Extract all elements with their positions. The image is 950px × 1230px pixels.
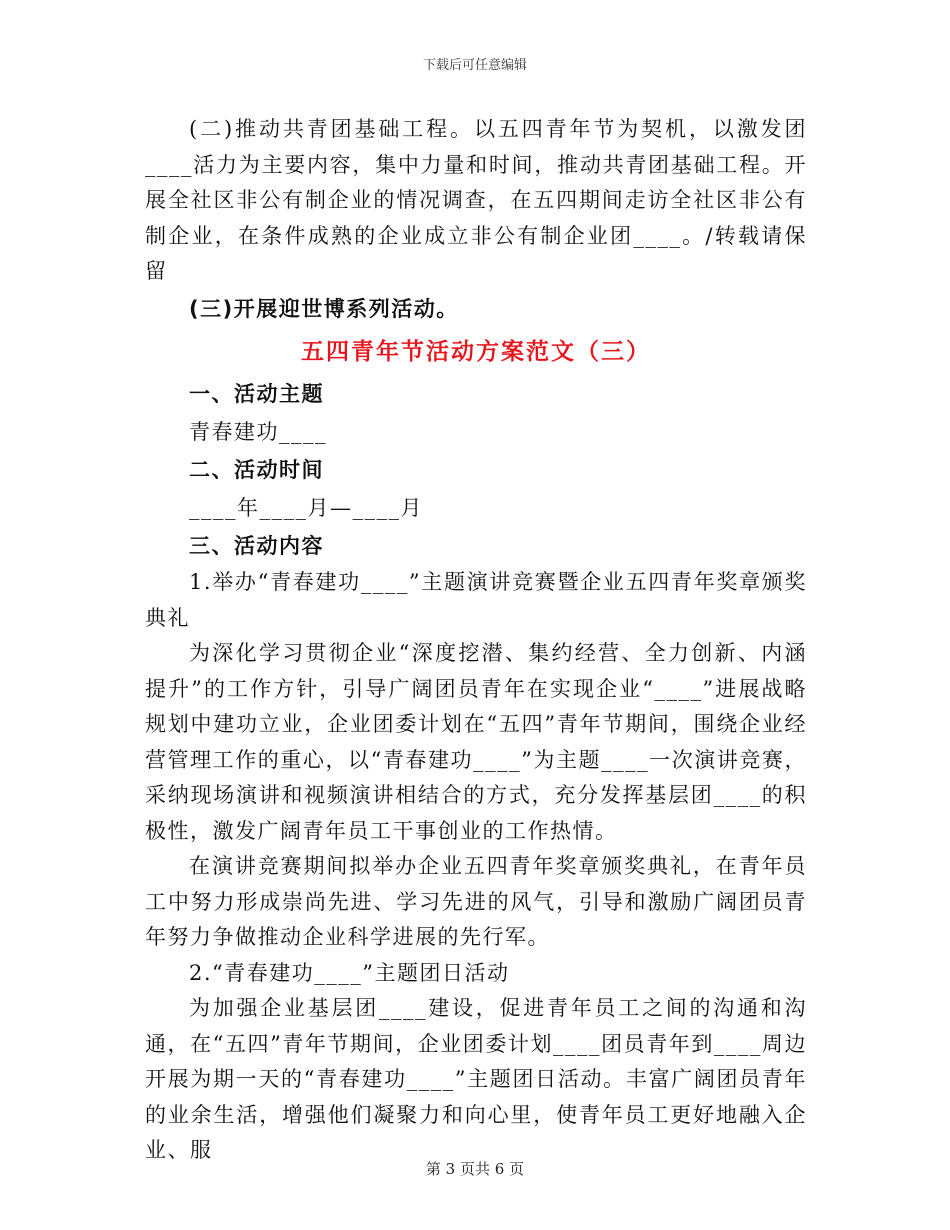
section-title-time: 二、活动时间 [189, 458, 324, 482]
section-text-theme: 青春建功____ [189, 420, 327, 444]
page-number: 第 3 页共 6 页 [425, 1160, 525, 1178]
paragraph-expo-activities: (三)开展迎世博系列活动。 [189, 296, 459, 321]
item-title-speech-contest: 1.举办“青春建功____”主题演讲竞赛暨企业五四青年奖章颁奖典礼 [145, 570, 807, 630]
document-title: 五四青年节活动方案范文（三） [301, 339, 651, 365]
section-title-theme: 一、活动主题 [189, 382, 324, 406]
section-text-time: ____年____月—____月 [189, 496, 423, 520]
paragraph-party-foundation: (二)推动共青团基础工程。以五四青年节为契机，以激发团____活力为主要内容，集中力量和时间，推动共青团基础工程。开展全社区非公有制企业的情况调查，在五四期间走访全社区非公有制企业，在条件成熟的企业成立非公有制企业团____。/转载请保留 [145, 117, 807, 283]
paragraph-league-day: 为加强企业基层团____建设，促进青年员工之间的沟通和沟通，在“五四”青年节期间，企业团委计划____团员青年到____周边开展为期一天的“青春建功____”主题团日活动。丰富广阔团员青年的业余生活，增强他们凝聚力和向心里，使青年员工更好地融入企业、服 [145, 996, 807, 1162]
page-header-note: 下载后可任意编辑 [422, 58, 527, 73]
section-title-content: 三、活动内容 [189, 534, 324, 558]
item-title-league-day: 2.“青春建功____”主题团日活动 [189, 960, 510, 985]
paragraph-award-ceremony: 在演讲竞赛期间拟举办企业五四青年奖章颁奖典礼，在青年员工中努力形成崇尚先进、学习先进的风气，引导和激励广阔团员青年努力争做推动企业科学进展的先行军。 [145, 854, 807, 949]
document-body [145, 112, 807, 1169]
paragraph-speech-contest: 为深化学习贯彻企业“深度挖潜、集约经营、全力创新、内涵提升”的工作方针，引导广阔团员青年在实现企业“____”进展战略规划中建功立业，企业团委计划在“五四”青年节期间，围绕企业经营管理工作的重心，以“青春建功____”为主题____一次演讲竞赛，采纳现场演讲和视频演讲相结合的方式，充分发挥基层团____的积极性，激发广阔青年员工干事创业的工作热情。 [145, 641, 807, 843]
